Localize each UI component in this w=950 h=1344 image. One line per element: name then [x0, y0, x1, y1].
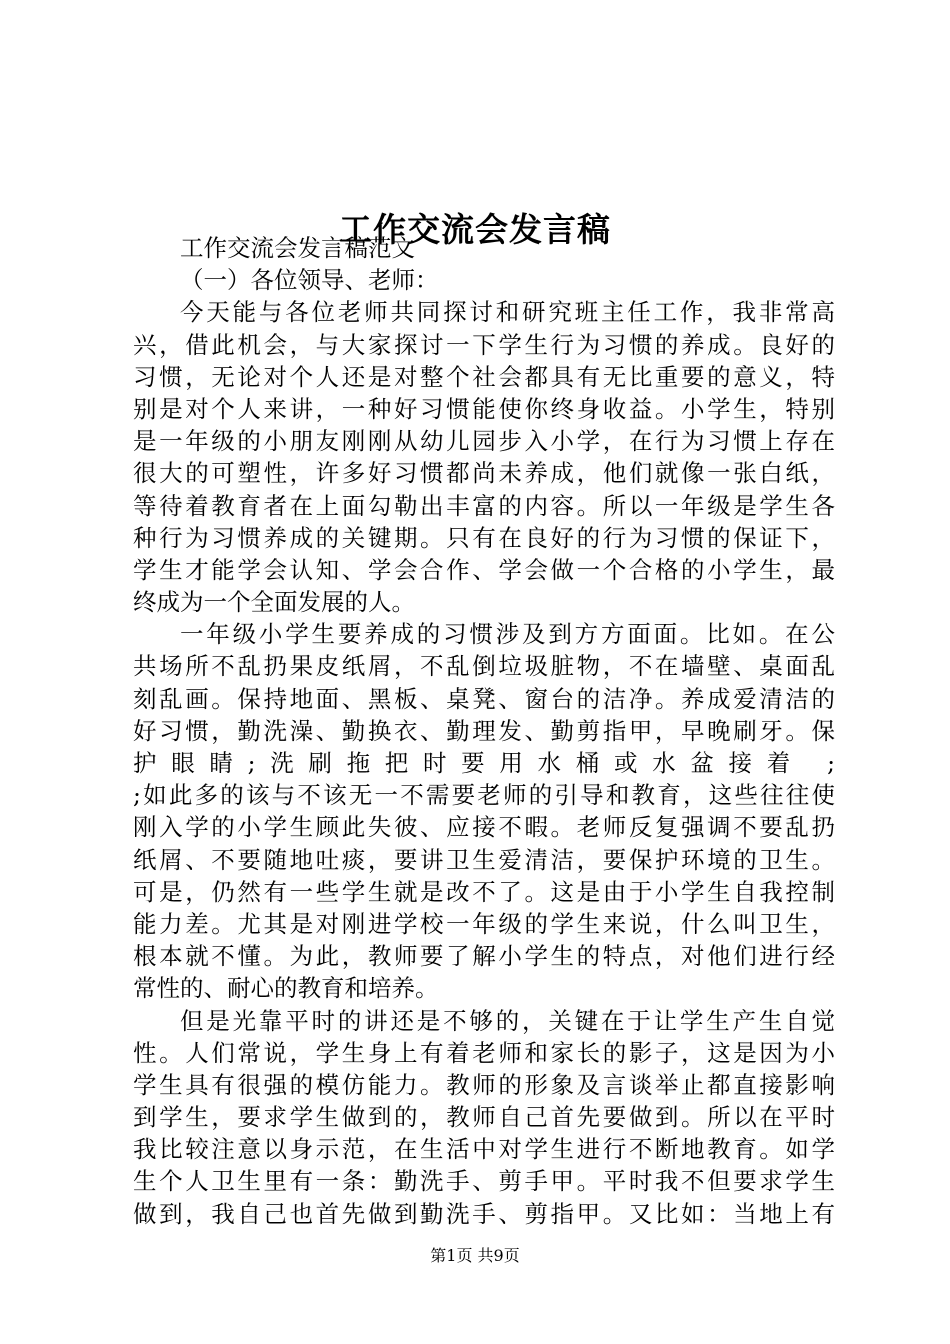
text-line: 到学生，要求学生做到的，教师自己首先要做到。所以在平时	[133, 1103, 835, 1132]
text-line: 做到，我自己也首先做到勤洗手、剪指甲。又比如：当地上有	[133, 1199, 835, 1228]
text-line: 学生才能学会认知、学会合作、学会做一个合格的小学生，最	[133, 555, 835, 584]
text-line: 很大的可塑性，许多好习惯都尚未养成，他们就像一张白纸，	[133, 459, 835, 488]
text-line: 常性的、耐心的教育和培养。	[133, 974, 439, 1003]
document-body	[133, 232, 835, 1230]
text-line: 别是对个人来讲，一种好习惯能使你终身收益。小学生，特别	[133, 394, 835, 423]
page-footer: 第1页 共9页	[430, 1246, 520, 1265]
text-line: 护眼睛;洗刷拖把时要用水桶或水盆接着 ;	[133, 749, 835, 777]
text-line: 习惯，无论对个人还是对整个社会都具有无比重要的意义，特	[133, 362, 835, 391]
text-line: 刻乱画。保持地面、黑板、桌凳、窗台的洁净。养成爱清洁的	[133, 684, 835, 713]
text-line: 刚入学的小学生顾此失彼、应接不暇。老师反复强调不要乱扔	[133, 813, 835, 842]
text-line: 种行为习惯养成的关键期。只有在良好的行为习惯的保证下，	[133, 523, 835, 552]
text-line: 但是光靠平时的讲还是不够的，关键在于让学生产生自觉	[180, 1006, 835, 1035]
text-line: 等待着教育者在上面勾勒出丰富的内容。所以一年级是学生各	[133, 491, 835, 520]
text-line: 终成为一个全面发展的人。	[133, 588, 415, 617]
text-line: 性。人们常说，学生身上有着老师和家长的影子，这是因为小	[133, 1038, 835, 1067]
text-line: 工作交流会发言稿范文	[180, 234, 415, 262]
text-line: 根本就不懂。为此，教师要了解小学生的特点，对他们进行经	[133, 942, 835, 971]
text-line: 一年级小学生要养成的习惯涉及到方方面面。比如。在公	[180, 620, 835, 649]
text-line: 学生具有很强的模仿能力。教师的形象及言谈举止都直接影响	[133, 1070, 835, 1099]
text-line: 生个人卫生里有一条：勤洗手、剪手甲。平时我不但要求学生	[133, 1167, 835, 1196]
text-line: 今天能与各位老师共同探讨和研究班主任工作，我非常高	[180, 298, 835, 327]
text-line: （一）各位领导、老师：	[180, 266, 439, 295]
text-line: 我比较注意以身示范，在生活中对学生进行不断地教育。如学	[133, 1135, 835, 1164]
text-line: ;如此多的该与不该无一不需要老师的引导和教育，这些往往使	[133, 781, 835, 810]
text-line: 可是，仍然有一些学生就是改不了。这是由于小学生自我控制	[133, 877, 835, 906]
text-line: 共场所不乱扔果皮纸屑，不乱倒垃圾脏物，不在墙壁、桌面乱	[133, 652, 835, 681]
document-title: 工作交流会发言稿	[339, 210, 611, 250]
text-line: 好习惯，勤洗澡、勤换衣、勤理发、勤剪指甲，早晚刷牙。保	[133, 716, 835, 745]
text-line: 兴，借此机会，与大家探讨一下学生行为习惯的养成。良好的	[133, 330, 835, 359]
text-line: 纸屑、不要随地吐痰，要讲卫生爱清洁，要保护环境的卫生。	[133, 845, 835, 874]
text-line: 能力差。尤其是对刚进学校一年级的学生来说，什么叫卫生，	[133, 909, 835, 938]
text-line: 是一年级的小朋友刚刚从幼儿园步入小学，在行为习惯上存在	[133, 427, 835, 456]
